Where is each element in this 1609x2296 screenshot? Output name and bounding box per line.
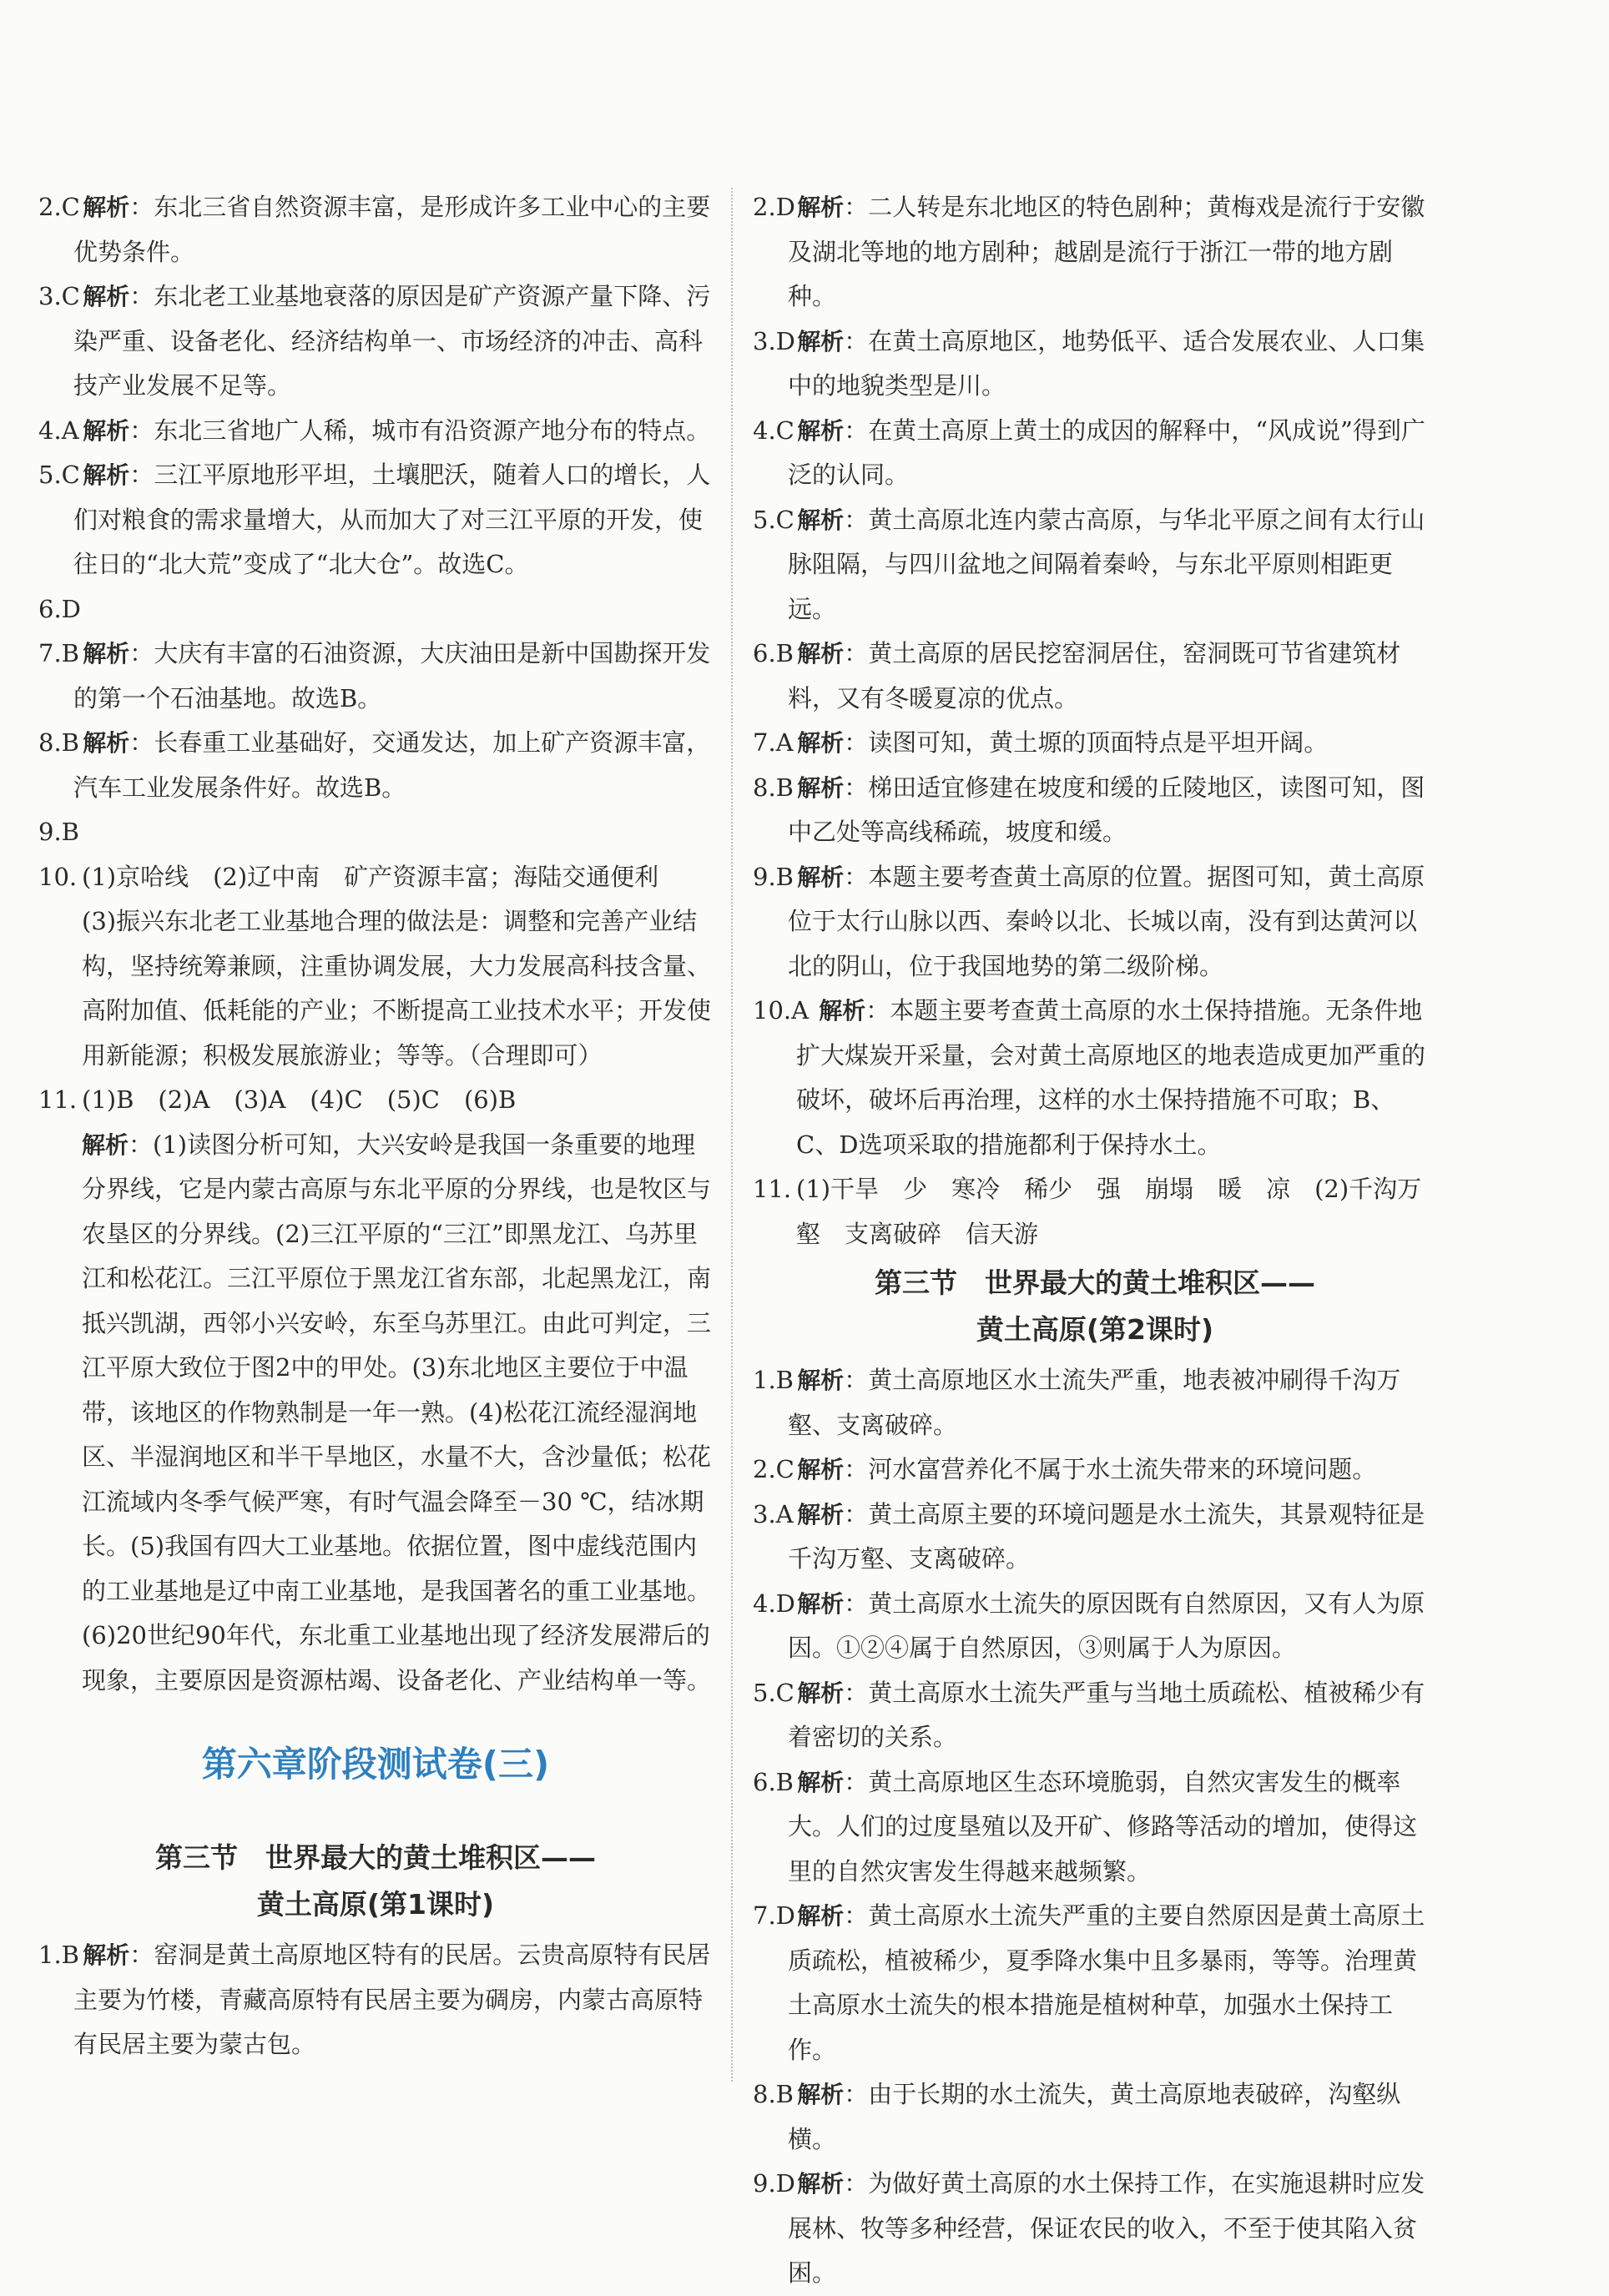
analysis-text: ：东北老工业基地衰落的原因是矿产资源产量下降、污染严重、设备老化、经济结构单一、市场经济的冲击、高科技产业发展不足等。 [73, 282, 711, 400]
answer-number: 10.A [753, 996, 810, 1025]
analysis-label: 解析 [819, 997, 866, 1025]
answer-number: 4.C [753, 415, 794, 445]
answer-item-5 [38, 453, 713, 587]
answer-item-2 [753, 1448, 1437, 1493]
section-title-line1: 第三节 世界最大的黄土堆积区—— [875, 1266, 1315, 1299]
answer-item-3 [753, 1493, 1437, 1582]
analysis-label: 解析 [83, 729, 130, 757]
answer-number: 6.B [753, 639, 794, 667]
answer-item-3 [38, 274, 713, 409]
analysis-label: 解析 [797, 1902, 845, 1930]
analysis-text: ：由于长期的水土流失，黄土高原地表破碎，沟壑纵横。 [788, 2080, 1401, 2153]
analysis-label: 解析 [83, 416, 130, 445]
answer-number: 2.C [38, 193, 80, 221]
answer-number: 8.B [38, 728, 79, 757]
section-title-line1: 第三节 世界最大的黄土堆积区—— [155, 1841, 596, 1874]
analysis-label: 解析 [83, 1941, 130, 1969]
analysis-text: ：河水富营养化不属于水土流失带来的环境问题。 [844, 1455, 1377, 1483]
analysis-label: 解析 [797, 863, 845, 891]
analysis-label: 解析 [797, 327, 845, 355]
analysis-text: ：梯田适宜修建在坡度和缓的丘陵地区，读图可知，图中乙处等高线稀疏，坡度和缓。 [788, 773, 1425, 846]
chapter-title: 第六章阶段测试卷(三) [201, 1744, 550, 1785]
answer-number: 10. [38, 862, 78, 891]
answer-item-4 [753, 409, 1437, 498]
right-column [753, 185, 1437, 2296]
analysis-label: 解析 [82, 1130, 129, 1159]
analysis-text: ：黄土高原主要的环境问题是水土流失，其景观特征是千沟万壑、支离破碎。 [788, 1499, 1425, 1573]
analysis-text: ：三江平原地形平坦，土壤肥沃，随着人口的增长，人们对粮食的需求量增大，从而加大了对三江平原的开发，使往日的“北大荒”变成了“北大仓”。故选C。 [73, 461, 711, 578]
answer-number: 9.B [38, 818, 79, 846]
analysis-text: ：东北三省自然资源丰富，是形成许多工业中心的主要优势条件。 [73, 193, 711, 266]
analysis-text: ：黄土高原水土流失严重的主要自然原因是黄土高原土质疏松，植被稀少，夏季降水集中且多暴雨，等等。治理黄土高原水土流失的根本措施是植树种草，加强水土保持工作。 [788, 1901, 1425, 2064]
answer-number: 3.D [753, 326, 795, 355]
analysis-text: ：二人转是东北地区的特色剧种；黄梅戏是流行于安徽及湖北等地的地方剧种；越剧是流行于浙江一带的地方剧种。 [788, 193, 1425, 310]
answer-text: (1)干旱 少 寒冷 稀少 强 崩塌 暖 凉 (2)千沟万壑 支离破碎 信天游 [796, 1175, 1422, 1248]
analysis-text: ：黄土高原水土流失严重与当地土质疏松、植被稀少有着密切的关系。 [788, 1678, 1425, 1751]
answer-number: 3.A [753, 1499, 794, 1528]
answer-number: 11. [753, 1175, 792, 1203]
analysis-label: 解析 [797, 1500, 845, 1528]
answer-item-7 [753, 1894, 1437, 2072]
analysis-text: ：在黄土高原地区，地势低平、适合发展农业、人口集中的地貌类型是川。 [788, 326, 1425, 400]
analysis-label: 解析 [797, 729, 845, 757]
answer-text-part3: (3)振兴东北老工业基地合理的做法是：调整和完善产业结构，坚持统筹兼顾，注重协调发展，大力发展高科技含量、高附加值、低耗能的产业；不断提高工业技术水平；开发使用新能源；积极发展旅游业；等等。（合理即可） [82, 907, 712, 1070]
answer-number: 1.B [38, 1941, 79, 1969]
answer-number: 7.A [753, 728, 794, 757]
analysis-text: ：在黄土高原上黄土的成因的解释中，“风成说”得到广泛的认同。 [788, 415, 1425, 489]
analysis-label: 解析 [797, 1768, 845, 1796]
analysis-label: 解析 [797, 2170, 845, 2198]
analysis-text: ：黄土高原水土流失的原因既有自然原因，又有人为原因。①②④属于自然原因，③则属于人为原因。 [788, 1589, 1425, 1662]
answer-item-11 [753, 1167, 1437, 1256]
answer-number: 1.B [753, 1366, 794, 1394]
answer-item-6 [753, 632, 1437, 721]
answer-item-5 [753, 1671, 1437, 1760]
answer-number: 6.B [753, 1767, 794, 1796]
column-divider [731, 188, 733, 2082]
answer-item-9 [753, 2162, 1437, 2296]
section-title-line2: 黄土高原(第2课时) [976, 1313, 1214, 1346]
answer-number: 4.A [38, 415, 79, 445]
analysis-label: 解析 [797, 2081, 845, 2108]
analysis-label: 解析 [797, 416, 845, 445]
analysis-label: 解析 [797, 1589, 845, 1618]
analysis-text: ：本题主要考查黄土高原的水土保持措施。无条件地扩大煤炭开采量，会对黄土高原地区的地表造成更加严重的破坏，破坏后再治理，这样的水土保持措施不可取；B、C、D选项采取的措施都利于保持水土。 [796, 996, 1426, 1159]
analysis-label: 解析 [83, 194, 130, 221]
analysis-label: 解析 [797, 1367, 845, 1394]
analysis-label: 解析 [83, 283, 130, 310]
answer-item-4 [753, 1582, 1437, 1671]
analysis-text: ：东北三省地广人稀，城市有沿资源产地分布的特点。 [129, 415, 711, 445]
answer-item-8 [753, 2072, 1437, 2162]
analysis-text: ：为做好黄土高原的水土保持工作，在实施退耕时应发展林、牧等多种经营，保证农民的收入，不至于使其陷入贫困。 [788, 2169, 1425, 2287]
answer-number: 6.D [38, 594, 81, 623]
answer-number: 7.D [753, 1901, 795, 1930]
answer-item-10 [38, 855, 713, 1079]
analysis-text: ：(1)读图分析可知，大兴安岭是我国一条重要的地理分界线，它是内蒙古高原与东北平原的分界线，也是牧区与农垦区的分界线。(2)三江平原的“三江”即黑龙江、乌苏里江和松花江。三江平原位于黑龙江省东部，北起黑龙江，南抵兴凯湖，西邻小兴安岭，东至乌苏里江。由此可判定，三江平原大致位于图2中的甲处。(3)东北地区主要位于中温带，该地区的作物熟制是一年一熟。(4)松花江流经湿润地区、半湿润地区和半干旱地区，水量不大，含沙量低；松花江流域内冬季气候严寒，有时气温会降至－30 ℃，结冰期长。(5)我国有四大工业基地。依据位置，图中虚线范围内的工业基地是辽中南工业基地，是我国著名的重工业基地。(6)20世纪90年代，东北重工业基地出现了经济发展滞后的现象，主要原因是资源枯竭、设备老化、产业结构单一等。 [82, 1130, 712, 1694]
analysis-text: ：大庆有丰富的石油资源，大庆油田是新中国勘探开发的第一个石油基地。故选B。 [73, 639, 711, 712]
answer-number: 2.C [753, 1455, 794, 1483]
analysis-label: 解析 [83, 640, 130, 667]
answer-item-8 [753, 766, 1437, 855]
answer-item-2 [38, 185, 713, 274]
answer-text: (1)B (2)A (3)A (4)C (5)C (6)B [82, 1085, 517, 1114]
answer-text: (1)京哈线 (2)辽中南 矿产资源丰富；海陆交通便利 [82, 862, 659, 891]
answer-item-9 [753, 855, 1437, 989]
analysis-label: 解析 [797, 506, 845, 534]
answer-item-2 [753, 185, 1437, 320]
analysis-label: 解析 [797, 1456, 845, 1483]
answer-number: 4.D [753, 1589, 795, 1618]
analysis-text: ：黄土高原地区生态环境脆弱，自然灾害发生的概率大。人们的过度垦殖以及开矿、修路等活动的增加，使得这里的自然灾害发生得越来越频繁。 [788, 1767, 1418, 1886]
answer-item-3 [753, 320, 1437, 409]
answer-number: 9.B [753, 862, 794, 891]
analysis-label: 解析 [797, 773, 845, 802]
answer-number: 5.C [753, 1678, 794, 1707]
answer-item-10 [753, 989, 1437, 1167]
analysis-text: ：本题主要考查黄土高原的位置。据图可知，黄土高原位于太行山脉以西、秦岭以北、长城以南，没有到达黄河以北的阴山，位于我国地势的第二级阶梯。 [788, 862, 1425, 980]
answer-number: 8.B [753, 2080, 794, 2108]
analysis-text: ：窑洞是黄土高原地区特有的民居。云贵高原特有民居主要为竹楼，青藏高原特有民居主要为碉房，内蒙古高原特有民居主要为蒙古包。 [73, 1941, 711, 2058]
section-heading [38, 1835, 713, 1928]
answer-item-11 [38, 1078, 713, 1703]
analysis-text: ：黄土高原的居民挖窑洞居住，窑洞既可节省建筑材料，又有冬暖夏凉的优点。 [788, 639, 1401, 712]
answer-number: 11. [38, 1085, 78, 1114]
analysis-label: 解析 [797, 640, 845, 667]
section-heading [753, 1260, 1437, 1353]
analysis-text: ：黄土高原北连内蒙古高原，与华北平原之间有太行山脉阻隔，与四川盆地之间隔着秦岭，与东北平原则相距更远。 [788, 505, 1425, 623]
answer-item-5 [753, 498, 1437, 632]
analysis-text: ：读图可知，黄土塬的顶面特点是平坦开阔。 [844, 728, 1329, 757]
answer-number: 5.C [753, 505, 794, 534]
answer-item-1 [753, 1358, 1437, 1448]
answer-item-7 [753, 721, 1437, 766]
answer-item-6 [753, 1760, 1437, 1895]
answer-item-1 [38, 1933, 713, 2067]
answer-item-6 [38, 587, 713, 632]
answer-item-4 [38, 409, 713, 454]
answer-item-9 [38, 810, 713, 855]
answer-number: 8.B [753, 773, 794, 802]
answer-number: 2.D [753, 193, 795, 221]
analysis-text: ：长春重工业基础好，交通发达，加上矿产资源丰富，汽车工业发展条件好。故选B。 [73, 728, 711, 802]
analysis-text: ：黄土高原地区水土流失严重，地表被冲刷得千沟万壑、支离破碎。 [788, 1366, 1401, 1439]
analysis-label: 解析 [83, 461, 130, 489]
section-title-line2: 黄土高原(第1课时) [256, 1888, 495, 1921]
answer-item-7 [38, 632, 713, 721]
analysis-label: 解析 [797, 194, 845, 221]
answer-number: 7.B [38, 639, 79, 667]
answer-number: 9.D [753, 2169, 795, 2198]
left-column [38, 185, 713, 2067]
analysis-label: 解析 [797, 1679, 845, 1707]
answer-number: 5.C [38, 461, 80, 489]
answer-number: 3.C [38, 282, 80, 310]
answer-item-8 [38, 721, 713, 810]
